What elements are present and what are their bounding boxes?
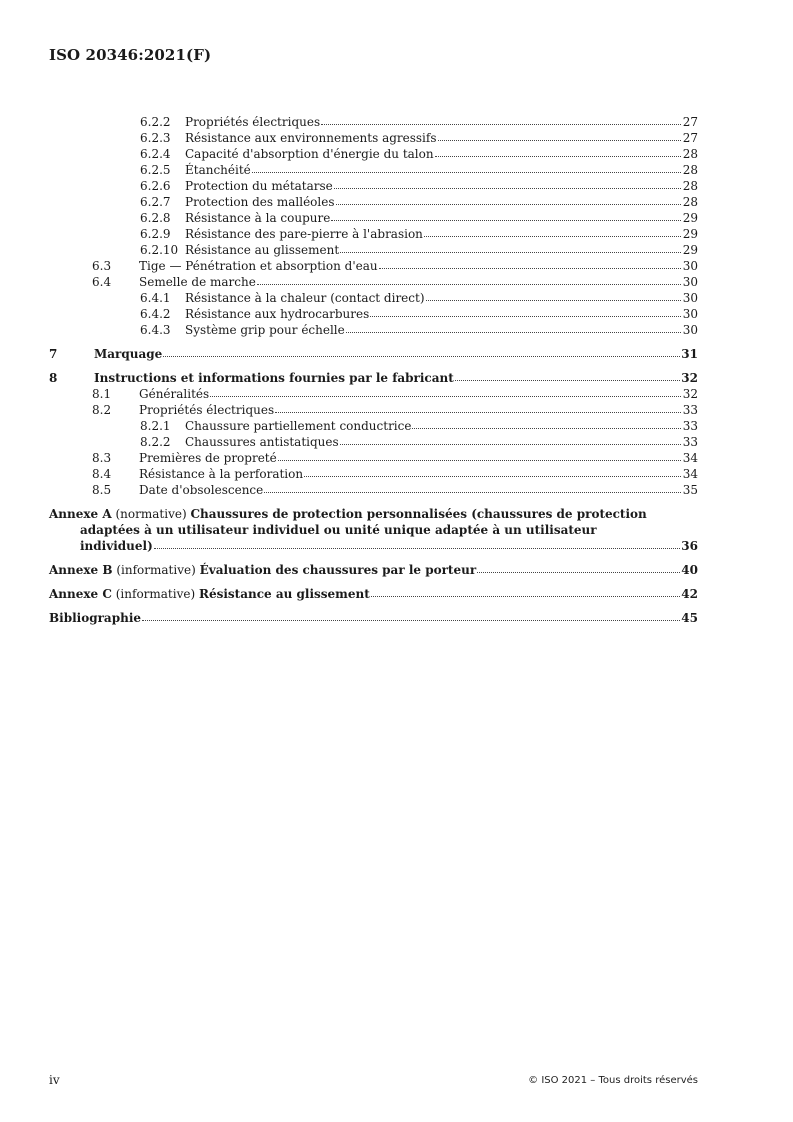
toc-number: 6.2.10 xyxy=(140,243,179,257)
toc-number: 8.4 xyxy=(92,467,112,481)
toc-title: Résistance aux hydrocarbures xyxy=(185,307,370,321)
toc-page: 30 xyxy=(682,323,698,337)
toc-page: 36 xyxy=(681,539,698,553)
annex-label: Annexe A xyxy=(49,507,112,521)
dot-leader xyxy=(252,171,681,173)
toc-entry[interactable] xyxy=(49,466,698,482)
dot-leader xyxy=(334,187,681,189)
toc-entry-bibliography[interactable] xyxy=(49,610,698,626)
dot-leader xyxy=(142,619,680,621)
toc-number: 6.3 xyxy=(92,259,112,273)
toc-number: 8.2.2 xyxy=(140,435,171,449)
toc-entry-annex-c[interactable] xyxy=(49,586,698,602)
toc-number: 8.3 xyxy=(92,451,112,465)
toc-title: Étanchéité xyxy=(185,163,251,177)
toc-page: 28 xyxy=(682,147,698,161)
toc-title: Date d'obsolescence xyxy=(139,483,264,497)
toc-page: 32 xyxy=(681,371,698,385)
toc-number: 8.5 xyxy=(92,483,112,497)
toc-number: 6.4.1 xyxy=(140,291,171,305)
toc-page: 35 xyxy=(682,483,698,497)
toc-entry[interactable] xyxy=(49,194,698,210)
annex-type: (normative) xyxy=(115,507,187,521)
toc-page: 34 xyxy=(682,467,698,481)
toc-entry[interactable] xyxy=(49,146,698,162)
toc-page: 29 xyxy=(682,227,698,241)
toc-page: 34 xyxy=(682,451,698,465)
toc-number: 8.2 xyxy=(92,403,112,417)
toc-title: Tige — Pénétration et absorption d'eau xyxy=(139,259,378,273)
toc-entry[interactable] xyxy=(49,130,698,146)
dot-leader xyxy=(340,251,681,253)
dot-leader xyxy=(163,355,680,357)
toc-number: 6.2.4 xyxy=(140,147,171,161)
document-id-header: ISO 20346:2021(F) xyxy=(49,46,212,64)
toc-page: 33 xyxy=(682,403,698,417)
toc-entry[interactable] xyxy=(49,346,698,362)
toc-title: Résistance au glissement xyxy=(185,243,340,257)
dot-leader xyxy=(275,411,681,413)
toc-title: Généralités xyxy=(139,387,210,401)
annex-label: Annexe B xyxy=(49,563,113,577)
toc-title: Semelle de marche xyxy=(139,275,256,289)
toc-title: Système grip pour échelle xyxy=(185,323,345,337)
annex-title: Évaluation des chaussures par le porteur xyxy=(199,563,477,577)
dot-leader xyxy=(154,547,681,549)
toc-page: 28 xyxy=(682,195,698,209)
bibliography-title: Bibliographie xyxy=(49,611,142,625)
toc-page: 29 xyxy=(682,211,698,225)
toc-entry[interactable] xyxy=(49,322,698,338)
toc-entry-annex-a[interactable] xyxy=(49,506,698,554)
toc-page: 27 xyxy=(682,115,698,129)
dot-leader xyxy=(379,267,681,269)
toc-title: Résistance à la perforation xyxy=(139,467,304,481)
dot-leader xyxy=(331,219,681,221)
annex-title-line1: Chaussures de protection personnalisées (chaussures de protection xyxy=(190,507,647,521)
annex-title: Résistance au glissement xyxy=(198,587,370,601)
toc-title: Marquage xyxy=(94,347,163,361)
dot-leader xyxy=(278,459,681,461)
dot-leader xyxy=(455,379,681,381)
toc-number: 6.4 xyxy=(92,275,112,289)
dot-leader xyxy=(435,155,681,157)
toc-title: Protection des malléoles xyxy=(185,195,335,209)
toc-title: Premières de propreté xyxy=(139,451,277,465)
toc-number: 6.2.2 xyxy=(140,115,171,129)
page-number: iv xyxy=(49,1073,60,1087)
toc-page: 33 xyxy=(682,419,698,433)
dot-leader xyxy=(257,283,681,285)
toc-page: 31 xyxy=(681,347,698,361)
annex-type: (informative) xyxy=(116,563,196,577)
toc-page: 33 xyxy=(682,435,698,449)
toc-number: 6.4.2 xyxy=(140,307,171,321)
toc-number: 6.4.3 xyxy=(140,323,171,337)
toc-entry[interactable] xyxy=(49,306,698,322)
toc-entry[interactable] xyxy=(49,274,698,290)
toc-entry[interactable] xyxy=(49,482,698,498)
toc-number: 6.2.9 xyxy=(140,227,171,241)
annex-label: Annexe C xyxy=(49,587,112,601)
toc-title: Chaussures antistatiques xyxy=(185,435,339,449)
dot-leader xyxy=(438,139,682,141)
toc-title: Résistance à la coupure xyxy=(185,211,331,225)
toc-title: Instructions et informations fournies par le fabricant xyxy=(94,371,454,385)
annex-title-line2: adaptées à un utilisateur individuel ou unité unique adaptée à un utilisateur xyxy=(80,523,597,537)
toc-page: 32 xyxy=(682,387,698,401)
toc-page: 42 xyxy=(681,587,698,601)
toc-page: 28 xyxy=(682,163,698,177)
toc-title: Résistance à la chaleur (contact direct) xyxy=(185,291,425,305)
dot-leader xyxy=(304,475,681,477)
toc-page: 30 xyxy=(682,307,698,321)
toc-page: 30 xyxy=(682,275,698,289)
toc-number: 8.2.1 xyxy=(140,419,171,433)
toc-title: Propriétés électriques xyxy=(139,403,275,417)
copyright-notice: © ISO 2021 – Tous droits réservés xyxy=(528,1075,698,1086)
toc-title: Chaussure partiellement conductrice xyxy=(185,419,412,433)
toc-entry[interactable] xyxy=(49,162,698,178)
toc-entry[interactable] xyxy=(49,114,698,130)
toc-number: 7 xyxy=(49,347,58,361)
dot-leader xyxy=(321,123,681,125)
toc-number: 6.2.5 xyxy=(140,163,171,177)
toc-title: Protection du métatarse xyxy=(185,179,333,193)
toc-entry[interactable] xyxy=(49,434,698,450)
toc-entry[interactable] xyxy=(49,290,698,306)
annex-title-line3: individuel) xyxy=(80,539,153,553)
dot-leader xyxy=(371,595,681,597)
dot-leader xyxy=(370,315,681,317)
annex-type: (informative) xyxy=(115,587,196,601)
toc-entry[interactable] xyxy=(49,450,698,466)
table-of-contents xyxy=(49,114,698,626)
toc-page: 29 xyxy=(682,243,698,257)
toc-page: 27 xyxy=(682,131,698,145)
toc-number: 8 xyxy=(49,371,58,385)
toc-entry[interactable] xyxy=(49,258,698,274)
toc-title: Résistance des pare-pierre à l'abrasion xyxy=(185,227,423,241)
toc-entry[interactable] xyxy=(49,242,698,258)
dot-leader xyxy=(424,235,681,237)
toc-entry[interactable] xyxy=(49,418,698,434)
dot-leader xyxy=(210,395,681,397)
toc-entry[interactable] xyxy=(49,226,698,242)
toc-entry-annex-b[interactable] xyxy=(49,562,698,578)
toc-entry[interactable] xyxy=(49,370,698,386)
toc-entry[interactable] xyxy=(49,402,698,418)
dot-leader xyxy=(412,427,681,429)
toc-entry[interactable] xyxy=(49,210,698,226)
toc-page: 45 xyxy=(681,611,698,625)
dot-leader xyxy=(264,491,681,493)
toc-number: 6.2.3 xyxy=(140,131,171,145)
toc-number: 8.1 xyxy=(92,387,112,401)
toc-title: Propriétés électriques xyxy=(185,115,321,129)
toc-number: 6.2.8 xyxy=(140,211,171,225)
toc-number: 6.2.7 xyxy=(140,195,171,209)
toc-entry[interactable] xyxy=(49,386,698,402)
dot-leader xyxy=(477,571,680,573)
toc-number: 6.2.6 xyxy=(140,179,171,193)
toc-page: 40 xyxy=(681,563,698,577)
toc-title: Résistance aux environnements agressifs xyxy=(185,131,437,145)
dot-leader xyxy=(336,203,682,205)
toc-page: 30 xyxy=(682,291,698,305)
toc-page: 28 xyxy=(682,179,698,193)
toc-page: 30 xyxy=(682,259,698,273)
toc-entry[interactable] xyxy=(49,178,698,194)
dot-leader xyxy=(340,443,681,445)
dot-leader xyxy=(346,331,681,333)
dot-leader xyxy=(426,299,681,301)
toc-title: Capacité d'absorption d'énergie du talon xyxy=(185,147,434,161)
